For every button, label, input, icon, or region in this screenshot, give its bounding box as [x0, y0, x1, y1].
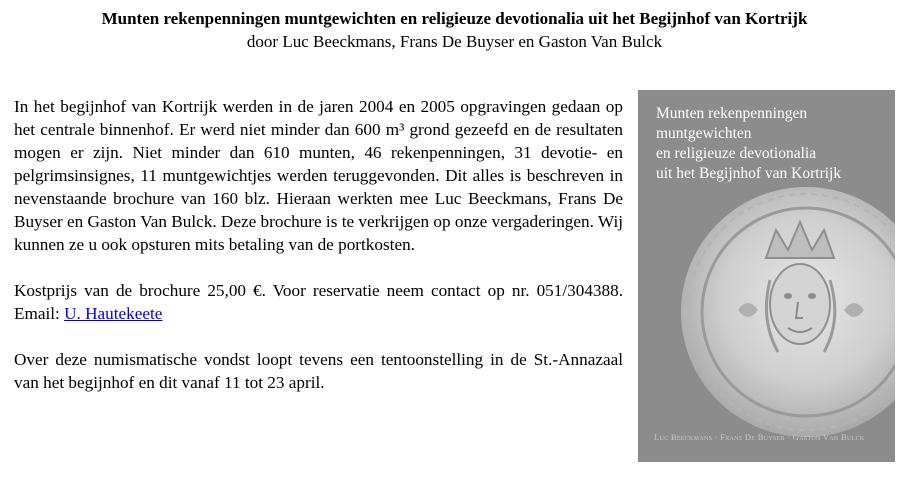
article-paragraph-intro: In het begijnhof van Kortrijk werden in de jaren 2004 en 2005 opgravingen gedaan op het centrale binnenhof. Er werd niet minder dan 600 m³ grond gezeefd en de resultaten mogen er zijn. Niet minder dan 610 munten, 46 rekenpenningen, 31 devotie- en pelgrimsinsignes, 11 muntgewichtjes werden teruggevonden. Dit alles is beschreven in nevenstaande brochure van 160 blz. Hieraan werkten mee Luc Beeckmans, Frans De Buyser en Gaston Van Bulck. Deze brochure is te verkrijgen op onze vergaderingen. Wij kunnen ze u ook opsturen mits betaling van de portkosten.	[14, 97, 623, 254]
article-body	[14, 95, 623, 417]
cover-title-line: uit het Begijnhof van Kortrijk	[656, 165, 842, 182]
article-paragraph-exhibition: Over deze numismatische vondst loopt tevens een tentoonstelling in de St.-Annazaal van het begijnhof en dit vanaf 11 tot 23 april.	[14, 350, 623, 392]
email-link[interactable]: U. Hautekeete	[64, 304, 163, 323]
price-contact-text: Kostprijs van de brochure 25,00 €. Voor reservatie neem contact op nr. 051/304388. Email:	[14, 281, 623, 323]
cover-title	[656, 104, 886, 184]
article-paragraph-price	[14, 279, 623, 325]
brochure-cover-image	[638, 90, 895, 462]
cover-authors: Luc Beeckmans · Frans De Buyser · Gaston Van Bulck	[654, 432, 865, 442]
page-subtitle: door Luc Beeckmans, Frans De Buyser en Gaston Van Bulck	[246, 32, 663, 51]
cover-title-line: muntgewichten	[656, 125, 752, 142]
cover-title-line: en religieuze devotionalia	[656, 145, 817, 162]
cover-title-line: Munten rekenpenningen	[656, 105, 808, 122]
page-title: Munten rekenpenningen muntgewichten en religieuze devotionalia uit het Begijnhof van Kortrijk	[101, 9, 808, 28]
